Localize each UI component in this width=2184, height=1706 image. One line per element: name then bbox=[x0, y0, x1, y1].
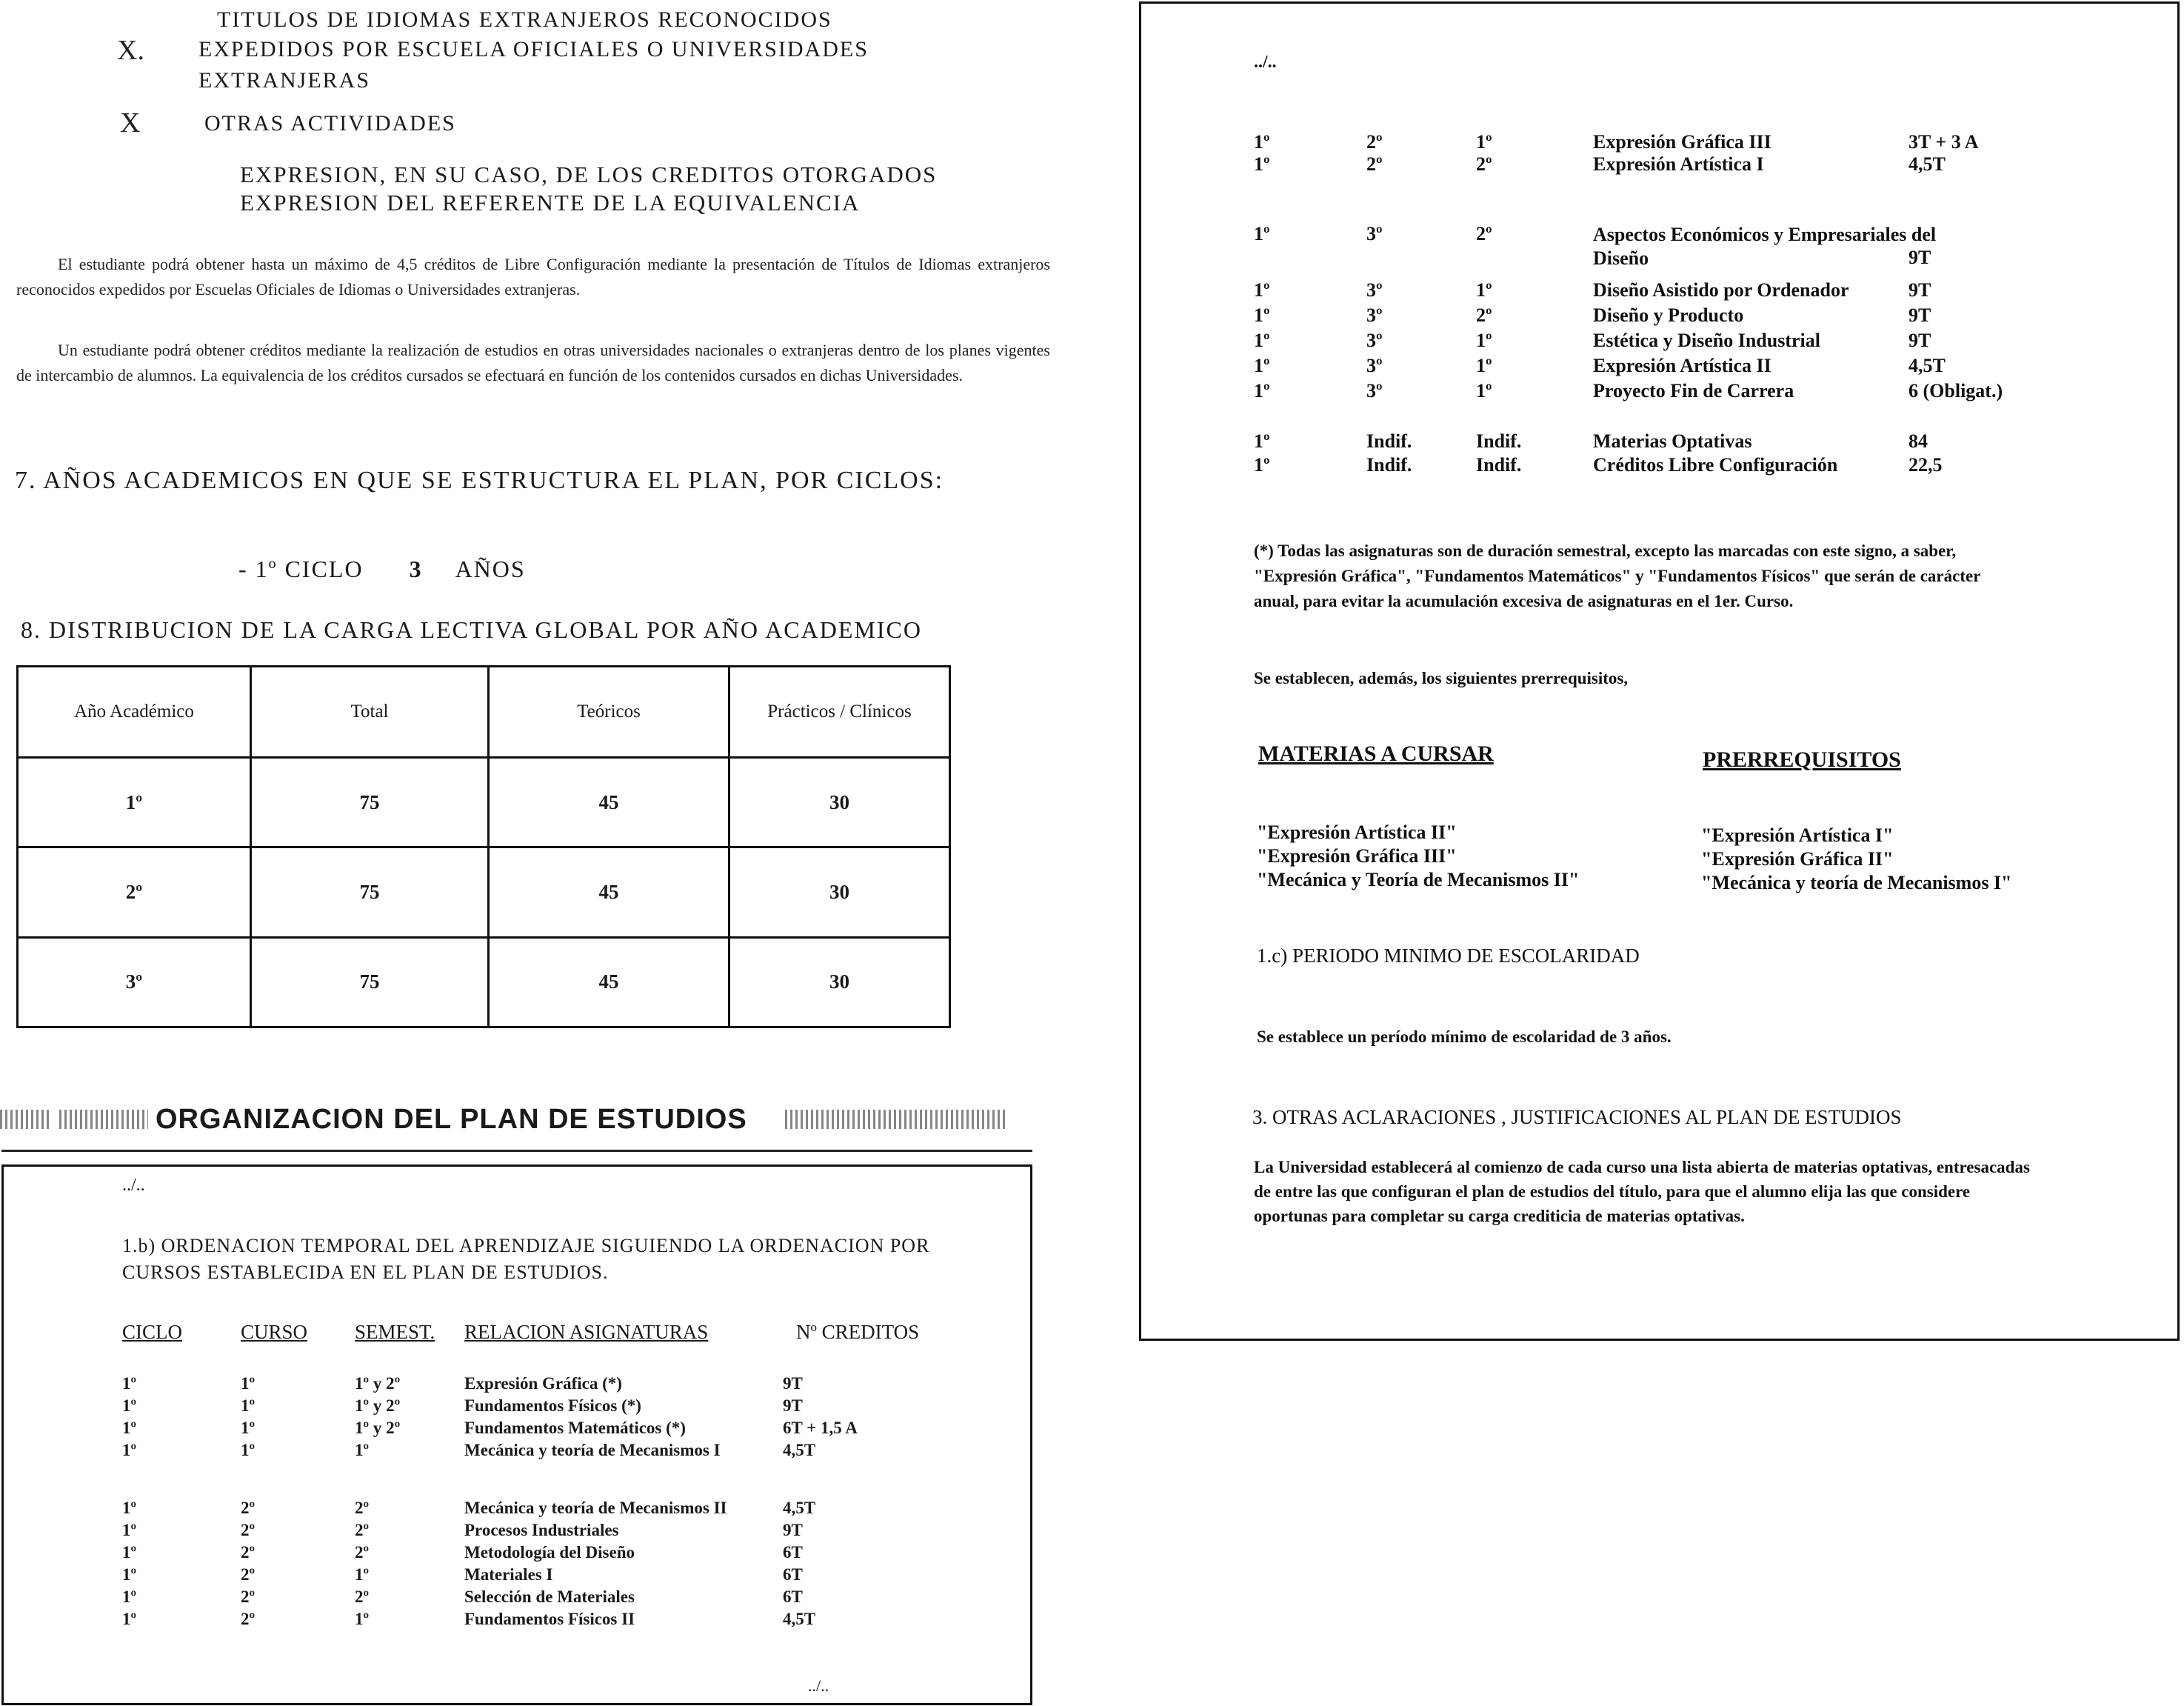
cell-curso: 3º bbox=[1366, 380, 1383, 401]
right-page bbox=[1139, 1, 2180, 1341]
cell-ciclo: 1º bbox=[122, 1565, 137, 1584]
divider-rule bbox=[1, 1150, 1032, 1152]
cell-credits: 6T + 1,5 A bbox=[783, 1419, 858, 1437]
table-row bbox=[18, 847, 950, 937]
cell-credits: 4,5T bbox=[1909, 355, 1946, 376]
other-clarifications-text bbox=[1254, 1155, 2180, 1228]
note-line-1: (*) Todas las asignaturas son de duración semestral, excepto las marcadas con este signo, a saber, bbox=[1254, 542, 1957, 560]
right-continuation-mark: ../.. bbox=[1254, 53, 1277, 72]
expression-line-2: EXPRESION DEL REFERENTE DE LA EQUIVALENCIA bbox=[240, 190, 861, 216]
cell-subject: Expresión Gráfica (*) bbox=[464, 1374, 622, 1393]
cycle-line bbox=[238, 556, 526, 583]
clarification-line-1: La Universidad establecerá al comienzo de cada curso una lista abierta de materias optativas, entresacadas bbox=[1254, 1158, 2030, 1176]
distribution-title: 8. DISTRIBUCION DE LA CARGA LECTIVA GLOBAL POR AÑO ACADEMICO bbox=[21, 616, 922, 643]
column-subjects: RELACION ASIGNATURAS bbox=[464, 1321, 709, 1343]
cell-subject: Mecánica y teoría de Mecanismos II bbox=[464, 1499, 727, 1517]
cell-semester: 1º y 2º bbox=[355, 1374, 401, 1393]
cell-semester: 2º bbox=[1476, 153, 1492, 175]
schedule-title-line-1: 1.b) ORDENACION TEMPORAL DEL APRENDIZAJE SIGUIENDO LA ORDENACION POR bbox=[122, 1235, 930, 1256]
cell-ciclo: 1º bbox=[1254, 223, 1270, 244]
cell-semester: 1º bbox=[1476, 330, 1492, 351]
cell-credits: 9T bbox=[783, 1374, 803, 1393]
scan-noise-right bbox=[785, 1110, 1007, 1129]
paragraph-exchange-credits: Un estudiante podrá obtener créditos mediante la realización de estudios en otras universidades nacionales o extranjeras dentro de los planes vigentes de intercambio de alumnos. La equivalencia de los créditos cursados se efectuará en función de los contenidos cursados en dichas Universidades. bbox=[16, 341, 1050, 384]
cell-ciclo: 1º bbox=[1254, 304, 1270, 326]
cell-subject: Expresión Artística I bbox=[1593, 153, 1764, 175]
cell-ciclo: 1º bbox=[122, 1396, 137, 1415]
cell-ciclo: 1º bbox=[1254, 380, 1270, 401]
cell-curso: Indif. bbox=[1366, 454, 1412, 476]
cell-ciclo: 1º bbox=[1254, 430, 1270, 452]
cell-subject: Expresión Artística II bbox=[1593, 355, 1771, 376]
cell-ciclo: 1º bbox=[122, 1587, 137, 1606]
course-schedule-box bbox=[1, 1164, 1032, 1705]
cell-curso: 2º bbox=[241, 1610, 256, 1628]
cell-subject: Créditos Libre Configuración bbox=[1593, 454, 1838, 476]
other-clarifications-heading: 3. OTRAS ACLARACIONES , JUSTIFICACIONES AL PLAN DE ESTUDIOS bbox=[1252, 1106, 1902, 1128]
cell-credits: 4,5T bbox=[783, 1499, 816, 1517]
cell-curso: 1º bbox=[241, 1419, 256, 1437]
cell-year: 2º bbox=[18, 847, 251, 937]
cell-curso: 3º bbox=[1366, 279, 1383, 301]
cell-curso: 1º bbox=[241, 1441, 256, 1459]
header-total: Total bbox=[251, 667, 489, 758]
cell-ciclo: 1º bbox=[122, 1521, 137, 1539]
annual-subjects-note bbox=[1254, 539, 2180, 614]
cell-credits: 4,5T bbox=[783, 1610, 816, 1628]
note-line-2: "Expresión Gráfica", "Fundamentos Matemáticos" y "Fundamentos Físicos" que serán de carácter bbox=[1254, 567, 1981, 585]
cell-curso: 2º bbox=[1366, 131, 1383, 153]
cell-subject: Expresión Gráfica III bbox=[1593, 131, 1771, 153]
cell-ciclo: 1º bbox=[1254, 355, 1270, 376]
cell-ciclo: 1º bbox=[1254, 454, 1270, 476]
cell-subject: Fundamentos Físicos (*) bbox=[464, 1396, 641, 1415]
cell-ciclo: 1º bbox=[1254, 279, 1270, 301]
cycle-years-label: AÑOS bbox=[455, 556, 526, 582]
cell-year: 3º bbox=[18, 937, 251, 1027]
cell-credits: 9T bbox=[1909, 304, 1931, 326]
materias-heading: MATERIAS A CURSAR bbox=[1258, 742, 1494, 766]
materia-item-2: "Expresión Gráfica III" bbox=[1257, 845, 1457, 867]
cell-year: 1º bbox=[18, 758, 251, 847]
cell-total: 75 bbox=[251, 847, 489, 937]
cell-semester: 1º bbox=[1476, 355, 1492, 376]
materia-item-1: "Expresión Artística II" bbox=[1257, 822, 1457, 843]
cell-total: 75 bbox=[251, 937, 489, 1027]
cell-curso: 2º bbox=[241, 1543, 256, 1562]
cell-subject: Materiales I bbox=[464, 1565, 553, 1584]
cell-semester: 2º bbox=[355, 1543, 370, 1562]
cell-subject: Selección de Materiales bbox=[464, 1587, 635, 1606]
prereq-heading: PRERREQUISITOS bbox=[1703, 747, 1901, 772]
cell-credits: 4,5T bbox=[1909, 153, 1946, 175]
prereq-item-2: "Expresión Gráfica II" bbox=[1701, 848, 1894, 870]
titles-line-1: TITULOS DE IDIOMAS EXTRANJEROS RECONOCIDOS bbox=[217, 7, 832, 32]
cell-semester: 1º bbox=[355, 1441, 370, 1459]
other-activities-label: OTRAS ACTIVIDADES bbox=[204, 111, 456, 136]
cell-credits: 84 bbox=[1909, 430, 1928, 452]
prereq-intro: Se establecen, además, los siguientes prerrequisitos, bbox=[1254, 669, 1629, 687]
cell-theory: 45 bbox=[489, 937, 729, 1027]
cell-subject: Aspectos Económicos y Empresariales del Diseño bbox=[1593, 224, 1937, 269]
cell-ciclo: 1º bbox=[1254, 330, 1270, 351]
column-credits: Nº CREDITOS bbox=[796, 1321, 920, 1343]
organization-title: ORGANIZACION DEL PLAN DE ESTUDIOS bbox=[156, 1104, 747, 1135]
cell-semester: 1º bbox=[355, 1565, 370, 1584]
cell-subject: Metodología del Diseño bbox=[464, 1543, 635, 1562]
paragraph-language-credits: El estudiante podrá obtener hasta un máximo de 4,5 créditos de Libre Configuración mediante la presentación de Títulos de Idiomas extranjeros reconocidos expedidos por Escuelas Oficiales de Idiomas o Universidades extranjeras. bbox=[16, 255, 1050, 299]
table-row bbox=[18, 937, 950, 1027]
cell-credits: 6T bbox=[783, 1543, 803, 1562]
table-row bbox=[18, 758, 950, 847]
cell-curso: 1º bbox=[241, 1374, 256, 1393]
cell-curso: 2º bbox=[241, 1521, 256, 1539]
cell-theory: 45 bbox=[489, 758, 729, 847]
cell-ciclo: 1º bbox=[122, 1374, 137, 1393]
cycle-label: - 1º CICLO bbox=[238, 556, 364, 582]
cell-semester: 1º bbox=[1476, 131, 1492, 153]
cell-semester: 2º bbox=[1476, 223, 1492, 244]
prereq-item-1: "Expresión Artística I" bbox=[1701, 824, 1894, 846]
section-academic-years: 7. AÑOS ACADEMICOS EN QUE SE ESTRUCTURA EL PLAN, POR CICLOS: bbox=[15, 467, 944, 494]
cell-subject: Materias Optativas bbox=[1593, 430, 1752, 452]
cell-curso: 2º bbox=[1366, 153, 1383, 175]
cell-curso: 2º bbox=[241, 1587, 256, 1606]
cell-semester: 2º bbox=[355, 1521, 370, 1539]
cell-subject: Diseño y Producto bbox=[1593, 304, 1744, 326]
cell-ciclo: 1º bbox=[122, 1543, 137, 1562]
cell-practice: 30 bbox=[729, 758, 950, 847]
cell-semester: 2º bbox=[355, 1499, 370, 1517]
note-line-3: anual, para evitar la acumulación excesiva de asignaturas en el 1er. Curso. bbox=[1254, 592, 1794, 610]
cell-semester: Indif. bbox=[1476, 454, 1522, 476]
cell-subject: Fundamentos Físicos II bbox=[464, 1610, 635, 1628]
item-marker-titles: X. bbox=[117, 35, 144, 66]
expression-line-1: EXPRESION, EN SU CASO, DE LOS CREDITOS OTORGADOS bbox=[240, 161, 938, 187]
footer-continuation-mark: ../.. bbox=[808, 1676, 829, 1695]
minimum-period-heading: 1.c) PERIODO MINIMO DE ESCOLARIDAD bbox=[1257, 944, 1640, 967]
cell-total: 75 bbox=[251, 758, 489, 847]
cell-subject: Diseño Asistido por Ordenador bbox=[1593, 279, 1849, 301]
cell-semester: 2º bbox=[1476, 304, 1492, 326]
schedule-title-line-2: CURSOS ESTABLECIDA EN EL PLAN DE ESTUDIOS. bbox=[122, 1262, 609, 1283]
cell-semester: 1º y 2º bbox=[355, 1396, 401, 1415]
cell-ciclo: 1º bbox=[122, 1610, 137, 1628]
table-header-row bbox=[18, 667, 950, 758]
titles-line-3: EXTRANJERAS bbox=[198, 68, 371, 93]
cell-credits: 4,5T bbox=[783, 1441, 816, 1459]
cell-subject: Estética y Diseño Industrial bbox=[1593, 330, 1820, 351]
clarification-line-3: oportunas para completar su carga crediticia de materias optativas. bbox=[1254, 1207, 1745, 1225]
cell-practice: 30 bbox=[729, 937, 950, 1027]
cell-credits: 22,5 bbox=[1909, 454, 1943, 476]
column-ciclo: CICLO bbox=[122, 1321, 182, 1343]
cell-credits: 9T bbox=[1909, 247, 1931, 268]
item-marker-other: X bbox=[120, 107, 141, 139]
load-distribution-table bbox=[16, 665, 951, 1028]
cell-credits: 6T bbox=[783, 1587, 803, 1606]
cell-credits: 9T bbox=[1909, 279, 1931, 301]
column-semester: SEMEST. bbox=[355, 1321, 435, 1343]
cell-practice: 30 bbox=[729, 847, 950, 937]
cell-theory: 45 bbox=[489, 847, 729, 937]
cell-curso: 3º bbox=[1366, 304, 1383, 326]
cell-ciclo: 1º bbox=[122, 1419, 137, 1437]
cell-curso: 3º bbox=[1366, 223, 1383, 244]
cell-semester: 1º y 2º bbox=[355, 1419, 401, 1437]
cell-curso: 3º bbox=[1366, 330, 1383, 351]
cell-credits: 9T bbox=[783, 1396, 803, 1415]
scan-noise-left bbox=[0, 1110, 52, 1129]
cell-semester: 1º bbox=[1476, 380, 1492, 401]
cell-credits: 3T + 3 A bbox=[1909, 131, 1979, 153]
cell-semester: 2º bbox=[355, 1587, 370, 1606]
continuation-mark: ../.. bbox=[122, 1176, 145, 1195]
materia-item-3: "Mecánica y Teoría de Mecanismos II" bbox=[1257, 869, 1580, 890]
header-practice: Prácticos / Clínicos bbox=[729, 667, 950, 758]
cell-credits: 6T bbox=[783, 1565, 803, 1584]
cell-ciclo: 1º bbox=[1254, 153, 1270, 175]
cell-ciclo: 1º bbox=[1254, 131, 1270, 153]
header-theory: Teóricos bbox=[489, 667, 729, 758]
cell-curso: 2º bbox=[241, 1565, 256, 1584]
titles-line-2: EXPEDIDOS POR ESCUELA OFICIALES O UNIVERSIDADES bbox=[198, 37, 869, 61]
cell-subject: Fundamentos Matemáticos (*) bbox=[464, 1419, 686, 1437]
cell-curso: Indif. bbox=[1366, 430, 1412, 452]
cell-semester: Indif. bbox=[1476, 430, 1522, 452]
cell-curso: 3º bbox=[1366, 355, 1383, 376]
clarification-line-2: de entre las que configuran el plan de estudios del título, para que el alumno elija las que considere bbox=[1254, 1182, 1971, 1201]
cell-credits: 9T bbox=[1909, 330, 1931, 351]
cell-semester: 1º bbox=[1476, 279, 1492, 301]
cell-subject: Proyecto Fin de Carrera bbox=[1593, 380, 1794, 401]
cell-credits: 9T bbox=[783, 1521, 803, 1539]
cell-curso: 2º bbox=[241, 1499, 256, 1517]
cell-subject: Mecánica y teoría de Mecanismos I bbox=[464, 1441, 721, 1459]
prereq-item-3: "Mecánica y teoría de Mecanismos I" bbox=[1701, 872, 2012, 893]
cycle-years-number: 3 bbox=[409, 556, 423, 582]
cell-ciclo: 1º bbox=[122, 1441, 137, 1459]
scan-noise-left-2 bbox=[59, 1110, 148, 1129]
cell-credits: 6 (Obligat.) bbox=[1909, 380, 2003, 401]
cell-ciclo: 1º bbox=[122, 1499, 137, 1517]
cell-semester: 1º bbox=[355, 1610, 370, 1628]
header-academic-year: Año Académico bbox=[18, 667, 251, 758]
column-curso: CURSO bbox=[241, 1321, 308, 1343]
cell-subject: Procesos Industriales bbox=[464, 1521, 619, 1539]
minimum-period-text: Se establece un período mínimo de escolaridad de 3 años. bbox=[1257, 1027, 1672, 1046]
cell-curso: 1º bbox=[241, 1396, 256, 1415]
